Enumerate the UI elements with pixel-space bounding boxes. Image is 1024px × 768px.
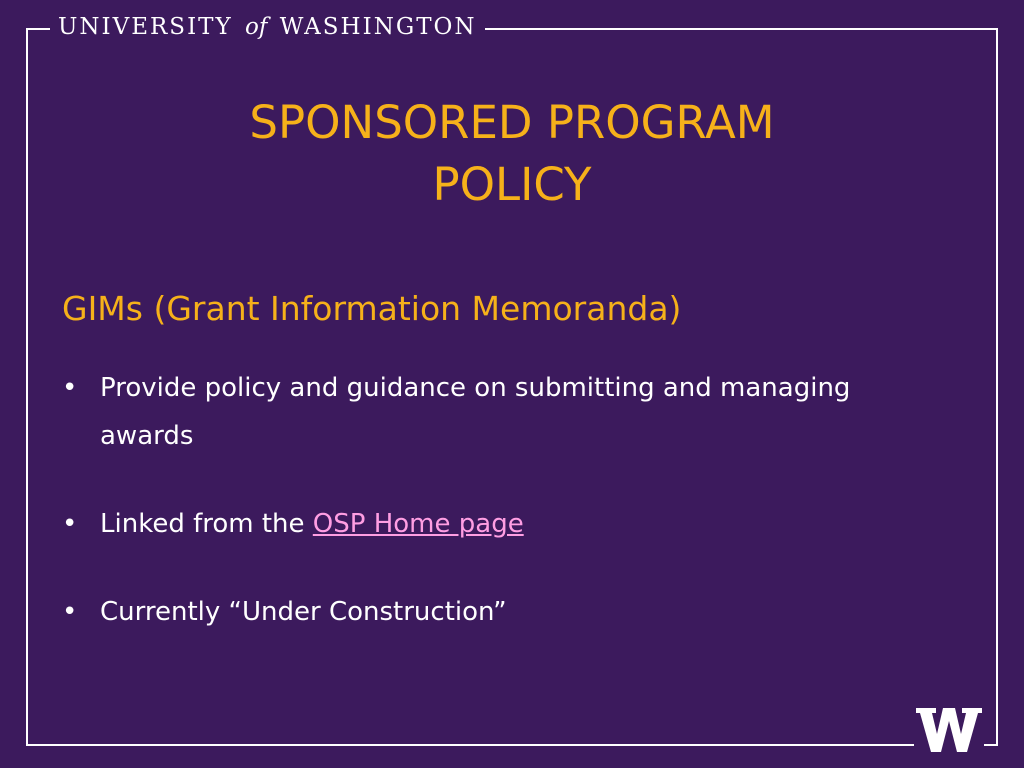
slide-title [0, 92, 1024, 216]
bullet-item [62, 500, 882, 548]
university-wordmark [50, 12, 485, 42]
slide-subtitle: GIMs (Grant Information Memoranda) [62, 289, 682, 328]
uw-w-logo-icon [914, 704, 984, 756]
bullet-item [62, 588, 882, 636]
wordmark-washington: WASHINGTON [279, 14, 477, 40]
bullet-icon: • [62, 597, 78, 627]
osp-home-link[interactable]: OSP Home page [312, 509, 524, 539]
bullet-icon: • [62, 509, 78, 539]
uw-w-logo-svg [914, 704, 984, 756]
bullet-icon: • [62, 373, 78, 403]
title-line-1: SPONSORED PROGRAM [249, 96, 775, 149]
bullet-list [62, 364, 882, 676]
bullet-item [62, 364, 882, 460]
title-line-2: POLICY [432, 158, 592, 211]
wordmark-of: of [245, 14, 268, 40]
bullet-text: Currently “Under Construction” [100, 597, 507, 627]
bullet-text: Provide policy and guidance on submitting and managing awards [100, 373, 851, 451]
wordmark-university: UNIVERSITY [58, 14, 233, 40]
bullet-text: Linked from the [100, 509, 313, 539]
